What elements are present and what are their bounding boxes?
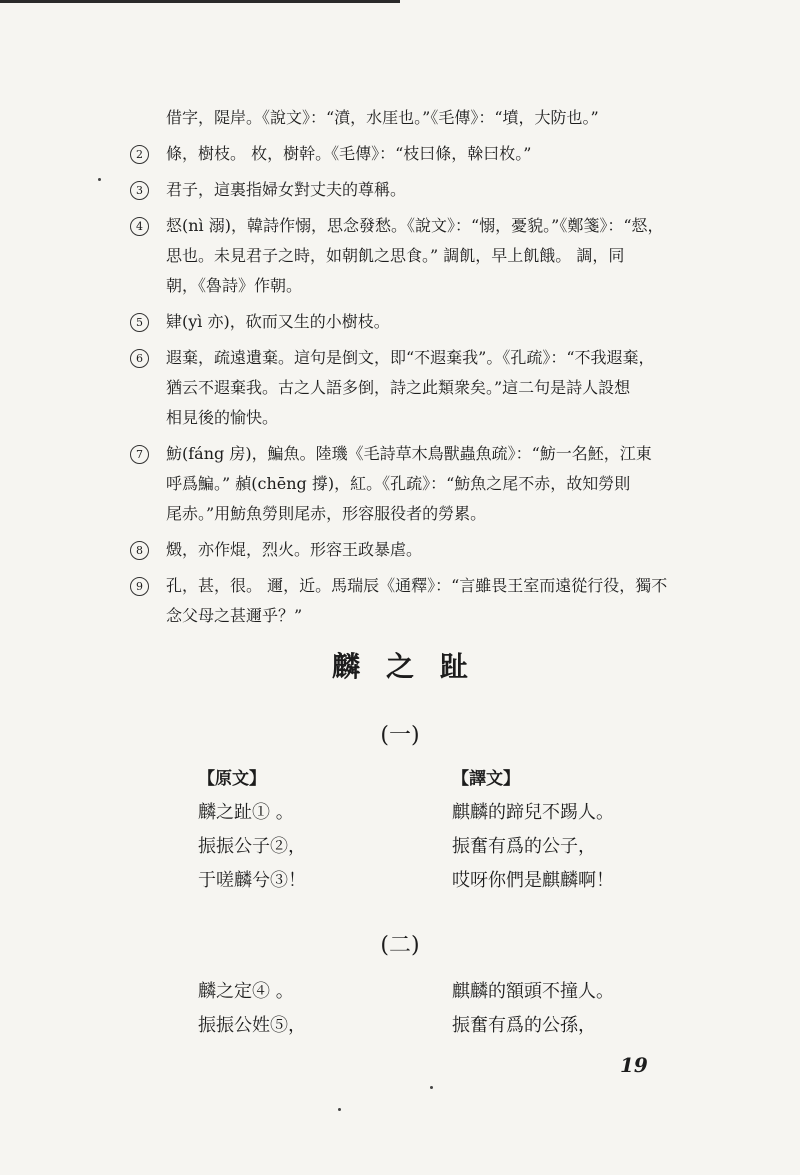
note-7 <box>130 439 690 529</box>
note-line: 遐棄，疏遠遺棄。這句是倒文，即“不遐棄我”。《孔疏》：“不我遐棄， <box>166 348 655 367</box>
original-header: 【原文】 <box>198 769 266 789</box>
annotations <box>130 103 690 631</box>
translation-column-1 <box>452 762 614 898</box>
top-rule <box>0 0 400 3</box>
original-line: 麟之定④ 。 <box>198 981 294 1002</box>
stanza-number-2: (二) <box>380 933 420 958</box>
original-column-2 <box>198 975 306 1043</box>
translation-line: 振奮有爲的公子， <box>452 836 596 857</box>
note-3 <box>130 175 690 205</box>
note-line: 念父母之甚邇乎？” <box>166 606 303 625</box>
translation-header: 【譯文】 <box>452 769 520 789</box>
note-line: 魴(fáng 房)，鯿魚。陸璣《毛詩草木鳥獸蟲魚疏》：“魴一名魾，江東 <box>166 444 652 463</box>
note-number-4: 4 <box>130 217 149 236</box>
note-8 <box>130 535 690 565</box>
translation-column-2 <box>452 975 614 1043</box>
original-line: 于嗟麟兮③！ <box>198 870 306 891</box>
note-6 <box>130 343 690 433</box>
original-column-1 <box>198 762 306 898</box>
note-line: 思也。未見君子之時，如朝飢之思食。” 調飢，早上飢餓。 調，同 <box>166 246 625 265</box>
note-number-5: 5 <box>130 313 149 332</box>
scan-speck <box>338 1108 341 1111</box>
note-4 <box>130 211 690 301</box>
note-number-6: 6 <box>130 349 149 368</box>
translation-line: 麒麟的額頭不撞人。 <box>452 981 614 1002</box>
note-2 <box>130 139 690 169</box>
poem-title: 麟之趾 <box>331 650 494 683</box>
translation-line: 振奮有爲的公孫， <box>452 1015 596 1036</box>
note-line: 君子，這裏指婦女對丈夫的尊稱。 <box>166 180 407 199</box>
note-line: 相見後的愉快。 <box>166 408 279 427</box>
note-number-9: 9 <box>130 577 149 596</box>
note-line: 尾赤。”用魴魚勞則尾赤，形容服役者的勞累。 <box>166 504 487 523</box>
note-number-3: 3 <box>130 181 149 200</box>
original-line: 振振公姓⑤， <box>198 1015 306 1036</box>
note-5 <box>130 307 690 337</box>
note-number-7: 7 <box>130 445 149 464</box>
note-line: 借字，隄岸。《說文》：“濆，水厓也。”《毛傳》：“墳，大防也。” <box>166 108 599 127</box>
note-line: 肄(yì 亦)，砍而又生的小樹枝。 <box>166 312 390 331</box>
page-number: 19 <box>620 1053 648 1077</box>
note-9 <box>130 571 690 631</box>
note-line: 燬，亦作焜，烈火。形容王政暴虐。 <box>166 540 423 559</box>
note-line: 呼爲鯿。” 赬(chēng 撐)，紅。《孔疏》：“魴魚之尾不赤，故知勞則 <box>166 474 631 493</box>
translation-line: 哎呀你們是麒麟啊！ <box>452 870 614 891</box>
original-line: 振振公子②， <box>198 836 306 857</box>
stanza-number-1: (一) <box>380 723 420 748</box>
scan-speck <box>98 178 101 181</box>
note-line: 孔，甚，很。 邇，近。馬瑞辰《通釋》：“言雖畏王室而遠從行役，獨不 <box>166 576 668 595</box>
note-line: 朝，《魯詩》作朝。 <box>166 276 303 295</box>
translation-line: 麒麟的蹄兒不踢人。 <box>452 802 614 823</box>
note-line: 條，樹枝。 枚，樹幹。《毛傳》：“枝曰條，榦曰枚。” <box>166 144 532 163</box>
scan-speck <box>430 1086 433 1089</box>
note-line: 猶云不遐棄我。古之人語多倒，詩之此類衆矣。”這二句是詩人設想 <box>166 378 631 397</box>
note-continued <box>130 103 690 133</box>
note-number-8: 8 <box>130 541 149 560</box>
note-line: 惄(nì 溺)，韓詩作愵，思念發愁。《說文》：“愵，憂貌。”《鄭箋》：“惄， <box>166 216 664 235</box>
note-number-2: 2 <box>130 145 149 164</box>
original-line: 麟之趾① 。 <box>198 802 294 823</box>
